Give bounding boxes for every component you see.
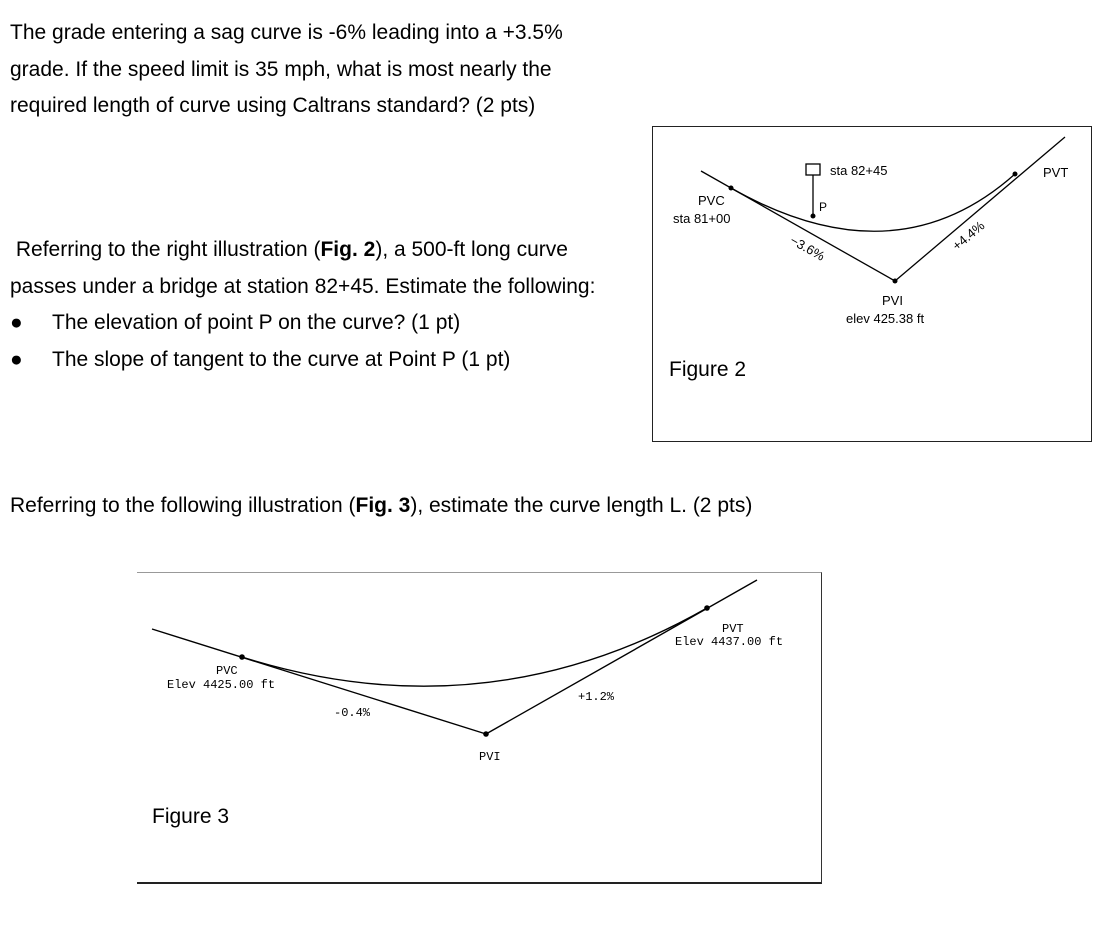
pvc-point bbox=[729, 186, 734, 191]
outgoing-tangent-line bbox=[486, 580, 757, 734]
pvi-elevation-label: elev 425.38 ft bbox=[846, 311, 925, 326]
grade-in-label: −3.6% bbox=[787, 232, 828, 264]
bullet-icon: ● bbox=[10, 311, 23, 334]
question-3-after: ), estimate the curve length L. (2 pts) bbox=[410, 494, 753, 517]
grade-out-label: +1.2% bbox=[578, 690, 615, 704]
figure-3-reference: Fig. 3 bbox=[355, 494, 411, 517]
point-p-label: P bbox=[819, 200, 828, 214]
figure-2 bbox=[652, 126, 1092, 442]
list-item bbox=[10, 342, 630, 379]
question-2-intro-after: ), a 500-ft long curve passes under a bridge at station 82+45. Estimate the following: bbox=[10, 238, 596, 298]
pvc-label: PVC bbox=[216, 664, 238, 678]
question-2-intro-before: Referring to the right illustration ( bbox=[15, 238, 321, 261]
pvt-elevation-label: Elev 4437.00 ft bbox=[675, 635, 784, 649]
question-3-before: Referring to the following illustration ( bbox=[10, 494, 356, 517]
bullet-text-elevation: The elevation of point P on the curve? (1 pt) bbox=[52, 311, 461, 334]
pvi-point bbox=[893, 279, 898, 284]
pvt-point bbox=[1013, 172, 1018, 177]
pvi-point bbox=[483, 731, 489, 737]
figure-2-reference: Fig. 2 bbox=[320, 238, 376, 261]
question-3-text bbox=[10, 488, 1010, 525]
pvt-label: PVT bbox=[1043, 165, 1069, 180]
pvc-elevation-label: Elev 4425.00 ft bbox=[167, 678, 276, 692]
outgoing-tangent-line bbox=[895, 137, 1065, 281]
question-1-text: The grade entering a sag curve is -6% leading into a +3.5% grade. If the speed limit is 35 mph, what is most nearly the required length of curve using Caltrans standard? (2 pts) bbox=[10, 21, 563, 117]
grade-out-label: +4.4% bbox=[949, 217, 988, 254]
question-2-intro bbox=[10, 232, 630, 305]
figure-2-caption: Figure 2 bbox=[669, 358, 747, 381]
figure-3 bbox=[137, 572, 822, 884]
pvi-label: PVI bbox=[882, 293, 903, 308]
pvc-point bbox=[239, 654, 245, 660]
question-2 bbox=[10, 232, 630, 378]
pvc-station-label: sta 81+00 bbox=[673, 211, 731, 226]
bridge-icon bbox=[806, 164, 820, 175]
bridge-station-label: sta 82+45 bbox=[830, 163, 888, 178]
pvi-label: PVI bbox=[479, 750, 501, 764]
figure-3-diagram bbox=[137, 573, 821, 882]
vertical-curve bbox=[242, 608, 707, 686]
pvt-label: PVT bbox=[722, 622, 744, 636]
bullet-icon: ● bbox=[10, 347, 23, 371]
figure-3-caption: Figure 3 bbox=[152, 805, 230, 828]
question-2-bullet-list bbox=[10, 305, 630, 378]
grade-in-label: -0.4% bbox=[334, 706, 371, 720]
pvt-point bbox=[704, 605, 710, 611]
figure-2-diagram bbox=[653, 127, 1091, 441]
point-p bbox=[811, 214, 816, 219]
pvc-label: PVC bbox=[698, 193, 725, 208]
bullet-text-slope: The slope of tangent to the curve at Point P (1 pt) bbox=[52, 347, 511, 371]
list-item bbox=[10, 305, 630, 342]
